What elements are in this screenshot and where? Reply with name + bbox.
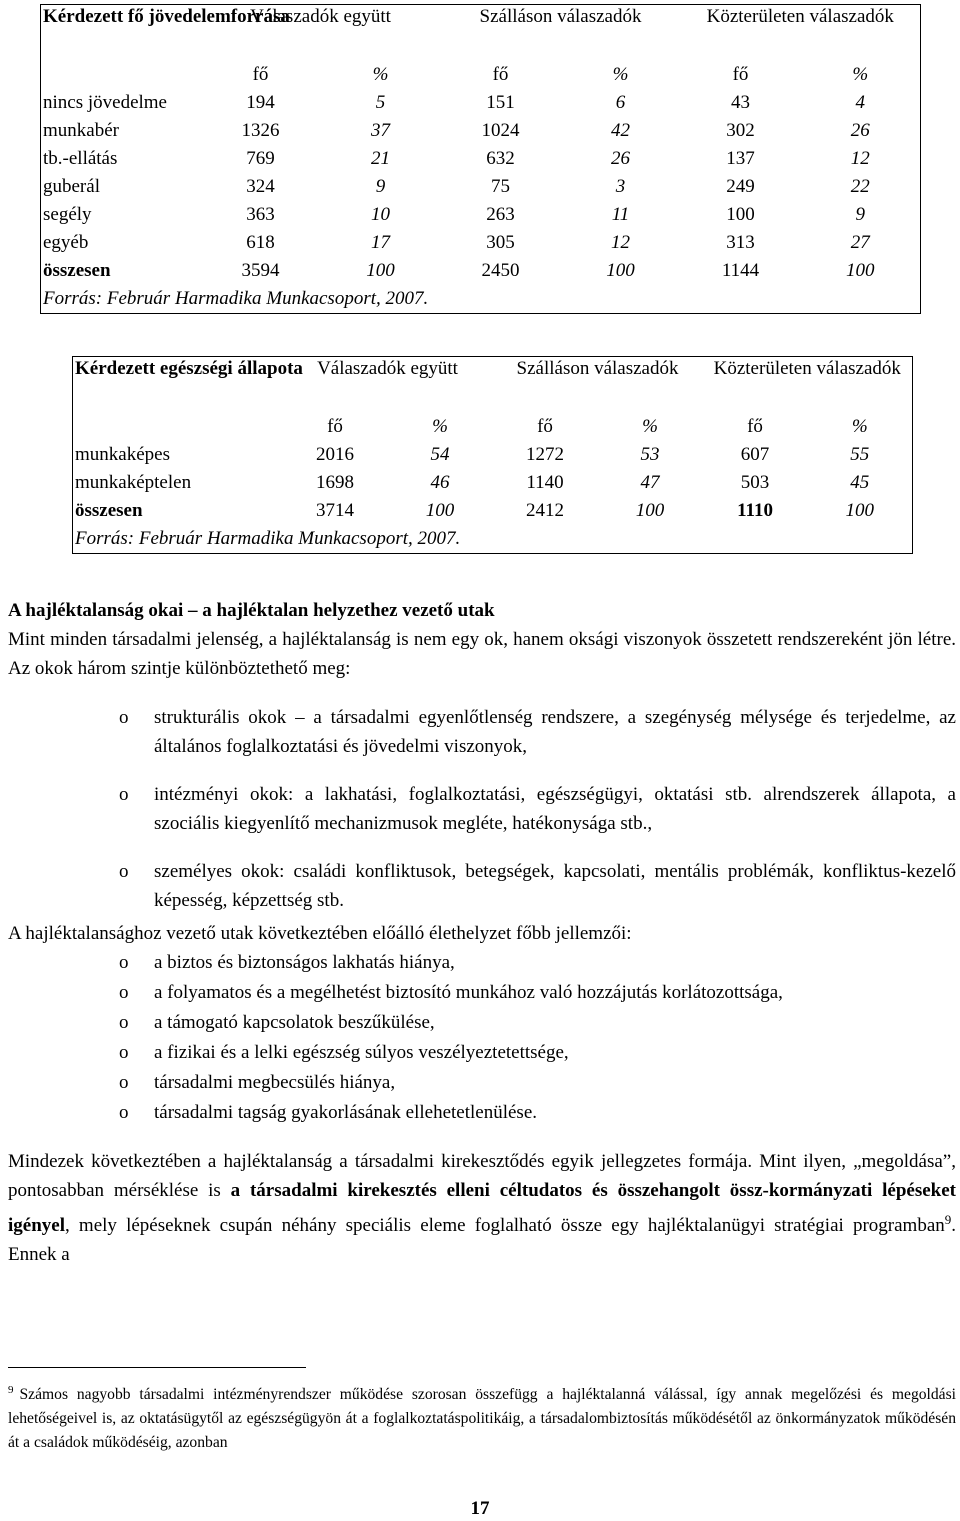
row-label: nincs jövedelme [43,92,167,113]
bullet-marker: o [119,1102,129,1123]
row-label: munkaképtelen [75,472,192,493]
list-item-text: intézményi okok: a lakhatási, foglalkoztatási, egészségügyi, oktatási stb. alrendszerek állapota, a szociális kiegyenlítő mechanizmusok megléte, hatékonysága stb., [154,784,956,834]
list-item-text: a folyamatos és a megélhetést biztosító munkához való hozzájutás korlátozottsága, [154,982,783,1003]
list-item [8,948,956,977]
cell: 503 [740,472,770,493]
group-header: Közterületen válaszadók [706,6,894,27]
page-number: 17 [470,1498,490,1519]
cell: 11 [611,204,630,225]
row-label: segély [43,204,92,225]
list-item-text: a fizikai és a lelki egészség súlyos veszélyeztetettsége, [154,1042,569,1063]
cell: 22 [850,176,870,197]
cell: 54 [430,444,450,465]
list-item-text: személyes okok: családi konfliktusok, betegségek, kapcsolati, mentális problémák, konfliktus-kezelő képesség, képzettség stb. [154,861,956,911]
cell: 4 [855,92,866,113]
cell: 1272 [526,444,564,465]
cell: 100 [726,204,755,225]
table-subheader-row [41,61,921,89]
table-label-header: Kérdezett egészségi állapota [75,358,303,379]
table-row [41,89,921,117]
cell: 302 [726,120,755,141]
table-row [41,201,921,229]
table-total-row [73,497,913,525]
footnote-number: 9 [8,1384,14,1396]
conclusion-text: Mindezek következtében a hajléktalanság a társadalmi kirekesztődés egyik jellegzetes formája. Mint ilyen, „megoldása”, pontosabban mérséklése is [8,1151,956,1201]
cell: 12 [611,232,630,253]
cell: 263 [486,204,515,225]
cell: 2016 [316,444,354,465]
footnote-text: Számos nagyobb társadalmi intézményrendszer működése szorosan összefügg a hajléktalanná válással, így annak megelőzési és megoldási lehetőségeivel is, az oktatásügytől az egészségügyön át a foglalkoztatáspolitikáig, a társadalombiztosítás működésétől az önkormányzatok működésén át a családok működéséig, azonban [8,1386,956,1451]
list-item [8,1008,956,1037]
cell: 55 [850,444,870,465]
bullet-marker: o [119,1012,129,1033]
cell: 9 [375,176,386,197]
cell: 1326 [241,120,280,141]
cell: 632 [486,148,515,169]
intro-paragraph: Mint minden társadalmi jelenség, a hajléktalanság is nem egy ok, hanem oksági viszonyok összetett rendszereként jön létre. Az okok három szintje különböztethető meg: [8,629,956,679]
footnote-separator [8,1367,306,1368]
bullet-marker: o [119,1072,129,1093]
table-total-row [41,257,921,285]
list-item-text: a támogató kapcsolatok beszűkülése, [154,1012,435,1033]
list-item [8,1098,956,1127]
subheader-cell: % [612,64,629,85]
cell: 42 [611,120,630,141]
cell: 12 [850,148,870,169]
cell: 1140 [526,472,564,493]
conclusion-text: . Ennek a [8,1215,956,1265]
row-label: munkabér [43,120,119,141]
subheader-cell: fő [327,416,343,437]
section-title: A hajléktalanság okai – a hajléktalan helyzethez vezető utak [8,600,495,621]
features-list [8,948,956,1127]
cell: 305 [486,232,515,253]
cell: 26 [611,148,630,169]
cell: 75 [491,176,510,197]
list-item-text: társadalmi megbecsülés hiánya, [154,1072,396,1093]
cell: 249 [726,176,755,197]
subheader-cell: fő [537,416,553,437]
list-item-text: strukturális okok – a társadalmi egyenlőtlenség rendszere, a szegénység mélysége és terjedelme, az általános foglalkoztatási és jövedelmi viszonyok, [154,707,956,757]
list-item [8,780,956,838]
cell: 2412 [526,500,564,521]
cell: 3594 [241,260,280,281]
cell: 324 [246,176,275,197]
bullet-marker: o [119,1042,129,1063]
cell: 6 [615,92,626,113]
row-label: összesen [43,260,111,281]
list-item [8,978,956,1007]
list-item [8,1038,956,1067]
cell: 363 [246,204,275,225]
cell: 1698 [316,472,354,493]
bullet-marker: o [119,784,129,805]
cell: 45 [850,472,870,493]
table-header-row [41,5,921,62]
conclusion-paragraph [8,1147,956,1269]
table-header-row [73,357,913,414]
subheader-cell: % [642,416,658,437]
cell: 618 [246,232,275,253]
list-item-text: társadalmi tagság gyakorlásának ellehetetlenülése. [154,1102,538,1123]
cell: 100 [635,500,665,521]
list-item-text: a biztos és biztonságos lakhatás hiánya, [154,952,455,973]
conclusion-text: , mely lépéseknek csupán néhány speciális eleme foglalható össze egy hajléktalanügyi stratégiai programban [65,1215,945,1236]
cell: 37 [371,120,390,141]
cell: 26 [850,120,870,141]
row-label: egyéb [43,232,89,253]
cell: 769 [246,148,275,169]
bullet-marker: o [119,861,129,882]
table-row [73,469,913,497]
group-header: Válaszadók együtt [250,6,391,27]
table-row [73,441,913,469]
cell: 3 [615,176,626,197]
cell: 21 [371,148,390,169]
conclusion-bold-text: a társadalmi kirekesztés elleni céltudatos és összehangolt össz-kormányzati lépéseket igényel [8,1180,956,1236]
income-source-table [40,4,921,314]
cell: 100 [846,260,875,281]
bullet-marker: o [119,982,129,1003]
health-status-table [72,356,913,554]
subheader-cell: % [851,416,868,437]
group-header: Válaszadók együtt [317,358,458,379]
table-row [41,229,921,257]
table-source-row [73,525,913,554]
subheader-cell: fő [252,64,269,85]
cell: 313 [726,232,755,253]
list-item [8,703,956,761]
group-header: Szálláson válaszadók [516,358,679,379]
cell: 1144 [721,260,760,281]
list-item [8,857,956,915]
cell: 1024 [481,120,520,141]
cell: 100 [366,260,395,281]
bullet-marker: o [119,952,129,973]
cell: 43 [731,92,751,113]
group-header: Közterületen válaszadók [713,358,901,379]
subheader-cell: % [432,416,448,437]
cell: 100 [845,500,875,521]
bullet-marker: o [119,707,129,728]
table-source: Forrás: Február Harmadika Munkacsoport, 2007. [43,288,429,309]
row-label: munkaképes [75,444,170,465]
cell: 10 [371,204,390,225]
cell: 1110 [737,500,773,521]
group-header: Szálláson válaszadók [479,6,642,27]
cell: 100 [606,260,635,281]
cell: 2450 [481,260,520,281]
cell: 100 [425,500,455,521]
table-source: Forrás: Február Harmadika Munkacsoport, 2007. [75,528,461,549]
cell: 137 [726,148,755,169]
table-row [41,173,921,201]
table-label-header: Kérdezett fő jövedelemforrása [43,6,290,27]
list-item [8,1068,956,1097]
cell: 47 [640,472,660,493]
subheader-cell: fő [747,416,763,437]
cell: 151 [486,92,515,113]
cell: 3714 [316,500,354,521]
cell: 17 [371,232,390,253]
cell: 5 [375,92,386,113]
row-label: tb.-ellátás [43,148,118,169]
paths-intro-paragraph: A hajléktalansághoz vezető utak következtében előálló élethelyzet főbb jellemzői: [8,923,632,944]
footnote [8,1378,956,1455]
body-text [8,596,956,1269]
subheader-cell: % [372,64,389,85]
causes-list [8,703,956,915]
cell: 53 [640,444,660,465]
cell: 194 [246,92,275,113]
cell: 27 [850,232,870,253]
footnote-reference[interactable]: 9 [944,1212,952,1227]
table-row [41,117,921,145]
table-subheader-row [73,413,913,441]
cell: 9 [855,204,866,225]
table-row [41,145,921,173]
row-label: összesen [75,500,143,521]
table-source-row [41,285,921,314]
row-label: guberál [43,176,100,197]
cell: 607 [740,444,770,465]
cell: 46 [430,472,450,493]
subheader-cell: fő [732,64,749,85]
subheader-cell: % [852,64,869,85]
subheader-cell: fő [492,64,509,85]
